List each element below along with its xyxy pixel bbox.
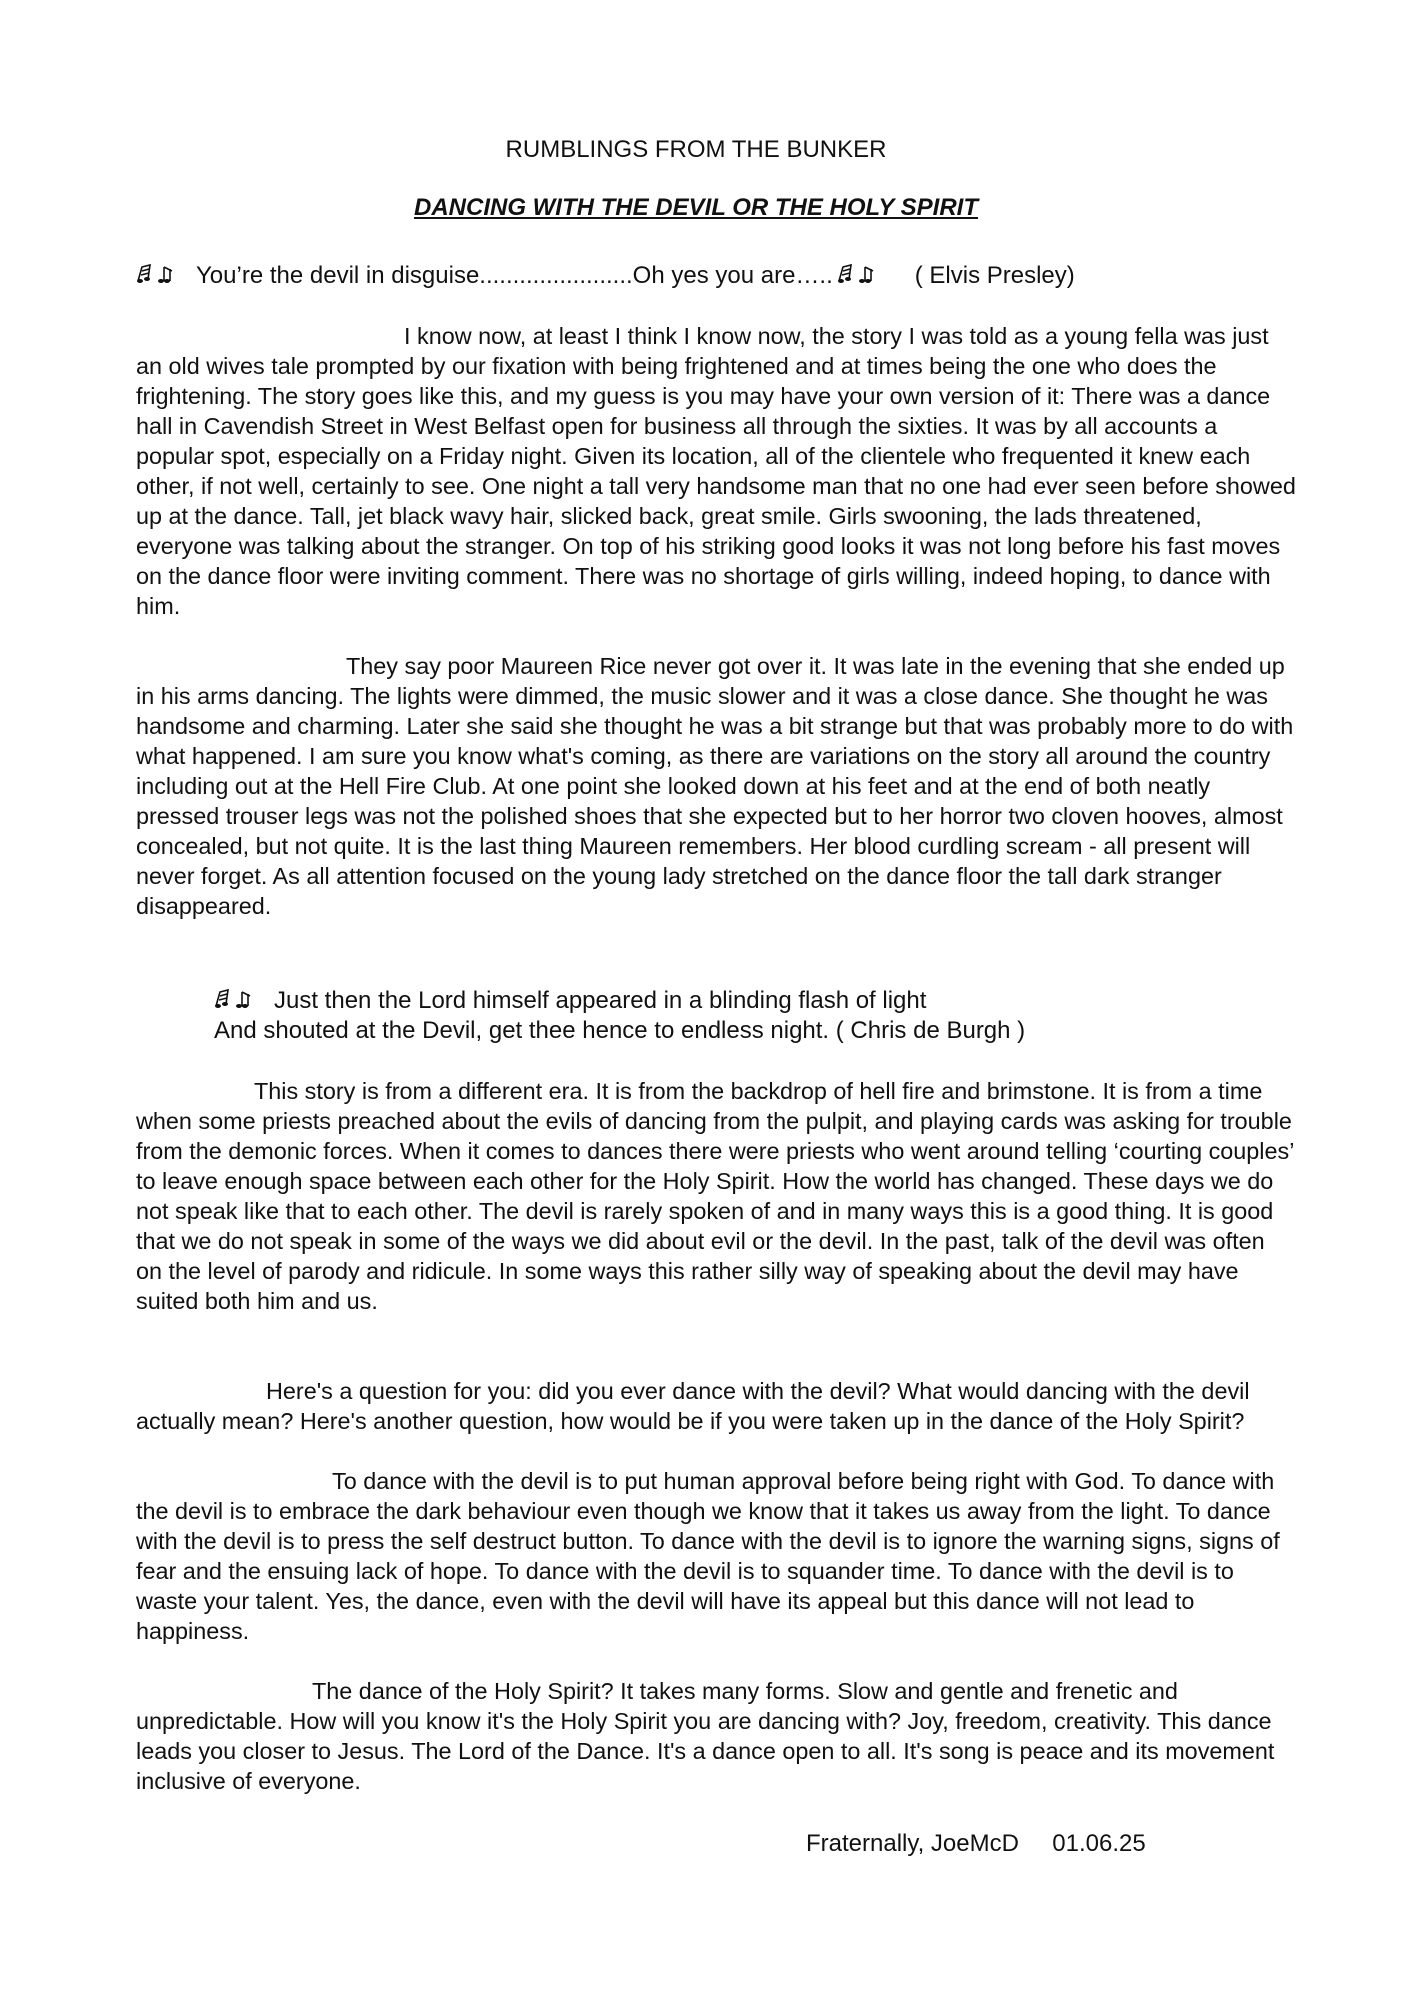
lyric-chris-de-burgh-line1: [214, 986, 926, 1016]
music-notes-icon: [837, 263, 891, 285]
paragraph-1: I know now, at least I think I know now, the story I was told as a young fella was just an old wives tale prompted by our fixation with being frightened and at times being the one who does the frightening. The story goes like this, and my guess is you may have your own version of it: There was a dance hall in Cavendish Street in West Belfast open for business all through the sixties. It was by all accounts a popular spot, especially on a Friday night. Given its location, all of the clientele who frequented it knew each other, if not well, certainly to see. One night a tall very handsome man that no one had ever seen before showed up at the dance. Tall, jet black wavy hair, slicked back, great smile. Girls swooning, the lads threatened, everyone was talking about the stranger. On top of his striking good looks it was not long before his fast moves on the dance floor were inviting comment. There was no shortage of girls willing, indeed hoping, to dance with him.: [136, 323, 1296, 619]
paragraph-3: This story is from a different era. It is from the backdrop of hell fire and brimstone. It is from a time when some priests preached about the evils of dancing from the pulpit, and playing cards was asking for trouble from the demonic forces. When it comes to dances there were priests who went around telling ‘courting couples’ to leave enough space between each other for the Holy Spirit. How the world has changed. These days we do not speak like that to each other. The devil is rarely spoken of and in many ways this is a good thing. It is good that we do not speak in some of the ways we did about evil or the devil. In the past, talk of the devil was often on the level of parody and ridicule. In some ways this rather silly way of speaking about the devil may have suited both him and us.: [136, 1078, 1294, 1314]
paragraph-5: To dance with the devil is to put human approval before being right with God. To dance with the devil is to embrace the dark behaviour even though we know that it takes us away from the light. To dance with the devil is to press the self destruct button. To dance with the devil is to ignore the warning signs, signs of fear and the ensuing lack of hope. To dance with the devil is to squander time. To dance with the devil is to waste your talent. Yes, the dance, even with the devil will have its appeal but this dance will not lead to happiness.: [136, 1468, 1280, 1644]
header-title: RUMBLINGS FROM THE BUNKER: [505, 136, 887, 163]
paragraph-2: They say poor Maureen Rice never got over it. It was late in the evening that she ended up in his arms dancing. The lights were dimmed, the music slower and it was a close dance. She thought he was handsome and charming. Later she said she thought he was a bit strange but that was probably more to do with what happened. I am sure you know what's coming, as there are variations on the story all around the country including out at the Hell Fire Club. At one point she looked down at his feet and at the end of both neatly pressed trouser legs was not the polished shoes that she expected but to her horror two cloven hooves, almost concealed, but not quite. It is the last thing Maureen remembers. Her blood curdling scream - all present will never forget. As all attention focused on the young lady stretched on the dance floor the tall dark stranger disappeared.: [136, 653, 1294, 919]
lyric-text: Just then the Lord himself appeared in a blinding flash of light: [274, 987, 927, 1014]
paragraph-6: The dance of the Holy Spirit? It takes many forms. Slow and gentle and frenetic and unpredictable. How will you know it's the Holy Spirit you are dancing with? Joy, freedom, creativity. This dance leads you closer to Jesus. The Lord of the Dance. It's a dance open to all. It's song is peace and its movement inclusive of everyone.: [136, 1678, 1275, 1794]
lyric-credit: ( Elvis Presley): [914, 262, 1075, 289]
lyric-elvis: [136, 261, 1075, 291]
music-notes-icon: [214, 988, 268, 1010]
article-title: DANCING WITH THE DEVIL OR THE HOLY SPIRIT: [413, 194, 979, 221]
lyric-chris-de-burgh-line2: And shouted at the Devil, get thee hence to endless night. ( Chris de Burgh ): [214, 1017, 1026, 1044]
paragraph-4: Here's a question for you: did you ever dance with the devil? What would dancing with the devil actually mean? Here's another question, how would be if you were taken up in the dance of the Holy Spirit?: [136, 1378, 1250, 1434]
lyric-text: You’re the devil in disguise.......................Oh yes you are…..: [196, 262, 833, 289]
signoff: Fraternally, JoeMcD 01.06.25: [806, 1830, 1146, 1857]
music-notes-icon: [136, 263, 190, 285]
